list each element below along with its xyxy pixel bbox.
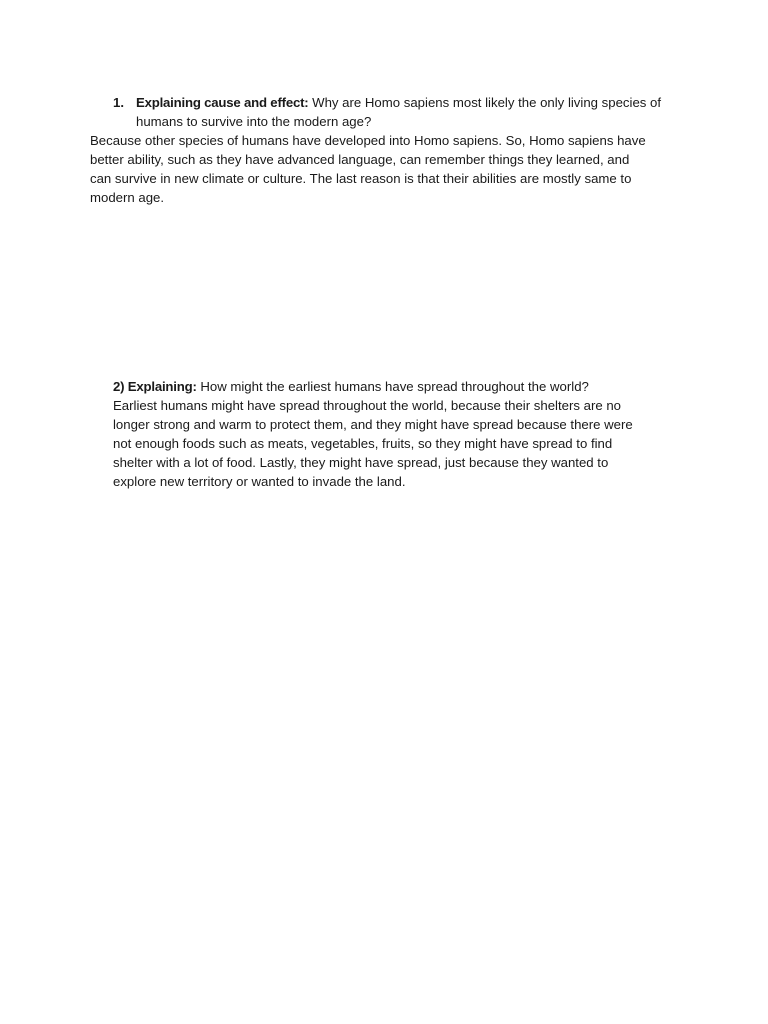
answer-2-line: longer strong and warm to protect them, and they might have spread because there were <box>113 417 633 432</box>
answer-1-line: modern age. <box>90 190 165 205</box>
answer-2-line: explore new territory or wanted to invade the land. <box>113 474 406 489</box>
question-1-line <box>90 93 690 131</box>
question-1-prompt: Why are Homo sapiens most likely the only living species of humans to survive into the modern age? <box>136 95 662 129</box>
answer-2-line: shelter with a lot of food. Lastly, they might have spread, just because they wanted to <box>113 455 609 470</box>
answer-1 <box>90 131 670 207</box>
question-2-label: 2) Explaining: <box>113 379 197 394</box>
answer-2 <box>113 396 673 491</box>
question-1-label: Explaining cause and effect: <box>136 95 309 110</box>
question-1-number: 1. <box>113 95 124 110</box>
answer-1-line: better ability, such as they have advanced language, can remember things they learned, and <box>90 152 630 167</box>
question-2-prompt: How might the earliest humans have spread throughout the world? <box>196 379 589 394</box>
question-2 <box>113 377 673 396</box>
answer-1-line: can survive in new climate or culture. The last reason is that their abilities are mostly same to <box>90 171 632 186</box>
question-1-text <box>136 93 690 131</box>
question-1 <box>90 93 690 131</box>
answer-2-line: not enough foods such as meats, vegetables, fruits, so they might have spread to find <box>113 436 613 451</box>
answer-2-line: Earliest humans might have spread throughout the world, because their shelters are no <box>113 398 622 413</box>
answer-1-line: Because other species of humans have developed into Homo sapiens. So, Homo sapiens have <box>90 133 646 148</box>
